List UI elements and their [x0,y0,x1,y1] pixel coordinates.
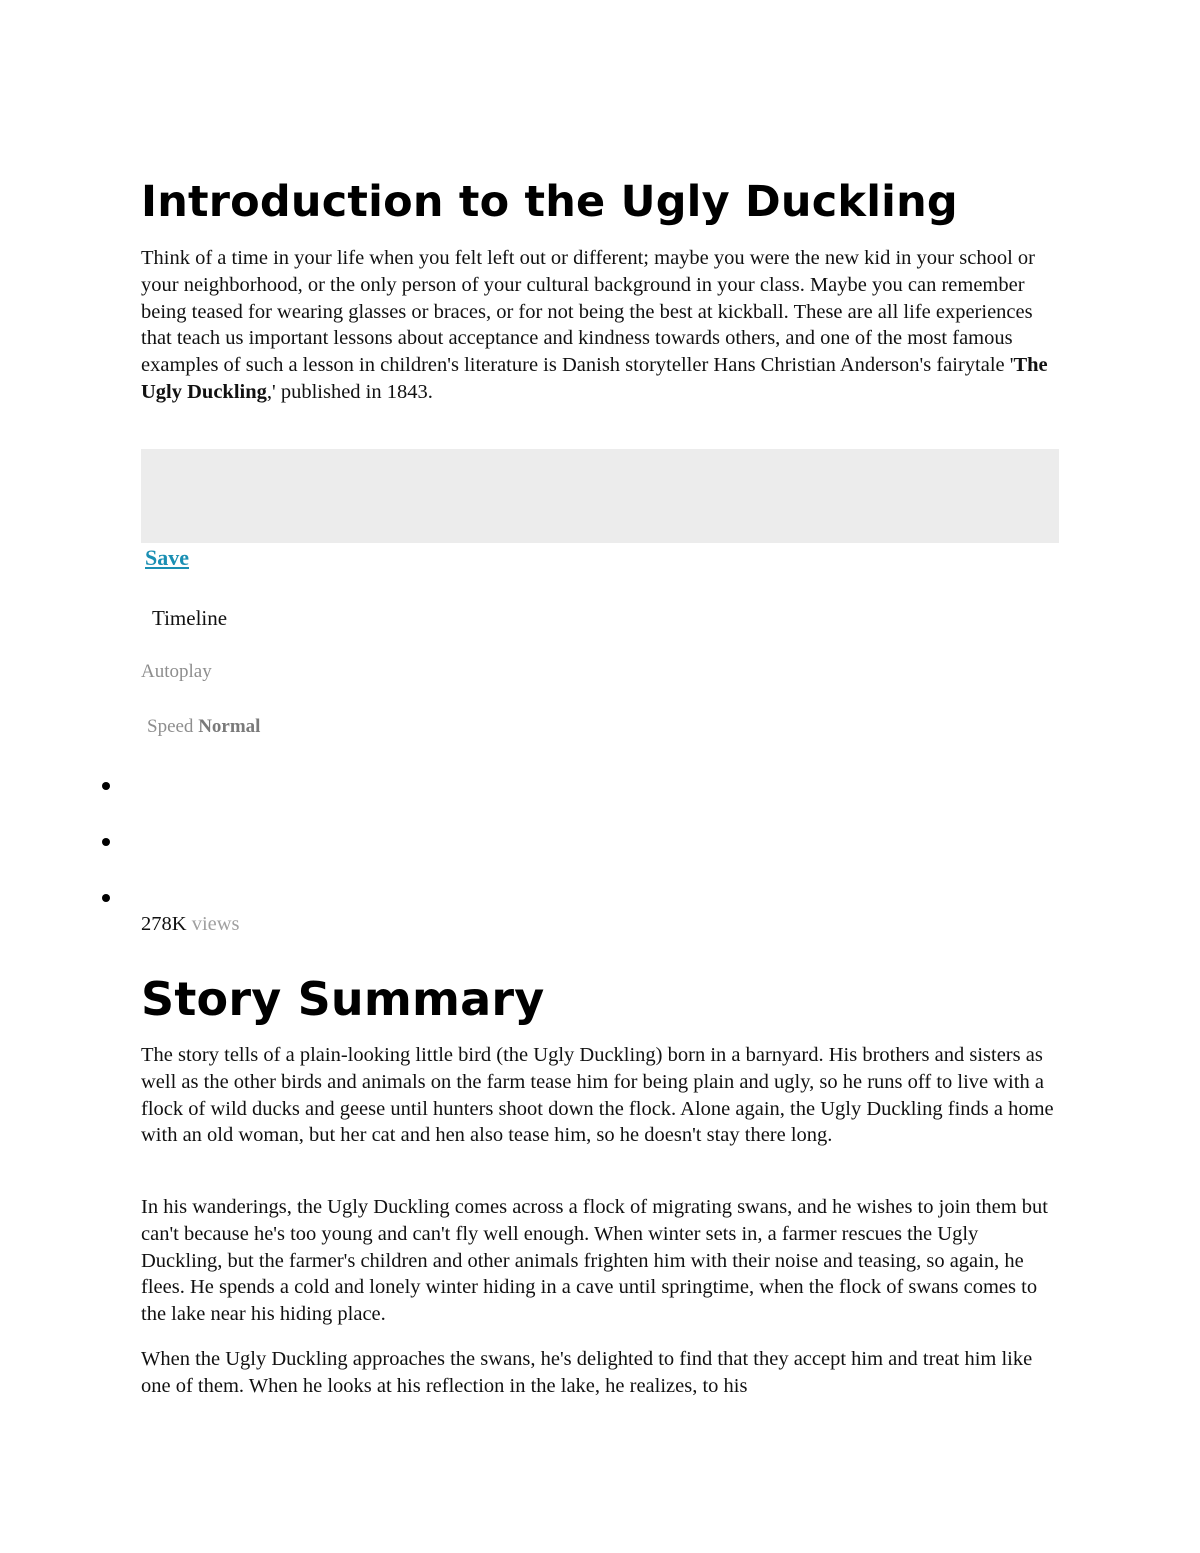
story-title-bold: The Ugly Duckling [141,354,1048,403]
list-bullet [102,838,110,846]
video-player-placeholder[interactable] [141,449,1059,543]
intro-paragraph [141,245,1056,406]
list-bullet [102,894,110,902]
timeline-label[interactable]: Timeline [152,606,228,630]
speed-label: Speed [147,716,194,737]
view-count [141,913,240,936]
intro-text-after: ,' published in 1843. [266,380,433,403]
intro-heading: Introduction to the Ugly Duckling [141,177,958,227]
summary-paragraph: When the Ugly Duckling approaches the swans, he's delighted to find that they accept him and treat him like one of them. When he looks at his reflection in the lake, he realizes, to his [141,1348,1033,1397]
speed-control[interactable] [147,716,260,738]
list-bullet [102,782,110,790]
views-unit: views [191,913,240,935]
speed-value: Normal [198,716,261,737]
autoplay-toggle[interactable]: Autoplay [141,661,212,682]
summary-heading: Story Summary [141,972,545,1026]
intro-text-before: Think of a time in your life when you felt left out or different; maybe you were the new kid in your school or your neighborhood, or the only person of your cultural background in your class. Maybe you can remember being teased for wearing glasses or braces, or for not being the best at kickball. These are all life experiences that teach us important lessons about acceptance and kindness towards others, and one of the most famous examples of such a lesson in children's literature is Danish storyteller Hans Christian Anderson's fairytale ' [141,247,1035,377]
summary-paragraph: The story tells of a plain-looking little bird (the Ugly Duckling) born in a barnyard. His brothers and sisters as well as the other birds and animals on the farm tease him for being plain and ugly, so he runs off to live with a flock of wild ducks and geese until hunters shoot down the flock. Alone again, the Ugly Duckling finds a home with an old woman, but her cat and hen also tease him, so he doesn't stay there long. [141,1044,1054,1147]
views-number: 278K [141,913,187,935]
save-link[interactable]: Save [145,545,189,570]
summary-paragraph: In his wanderings, the Ugly Duckling comes across a flock of migrating swans, and he wishes to join them but can't because he's too young and can't fly well enough. When winter sets in, a farmer rescues the Ugly Duckling, but the farmer's children and other animals frighten him with their noise and teasing, so again, he flees. He spends a cold and lonely winter hiding in a cave until springtime, when the flock of swans comes to the lake near his hiding place. [141,1196,1048,1326]
